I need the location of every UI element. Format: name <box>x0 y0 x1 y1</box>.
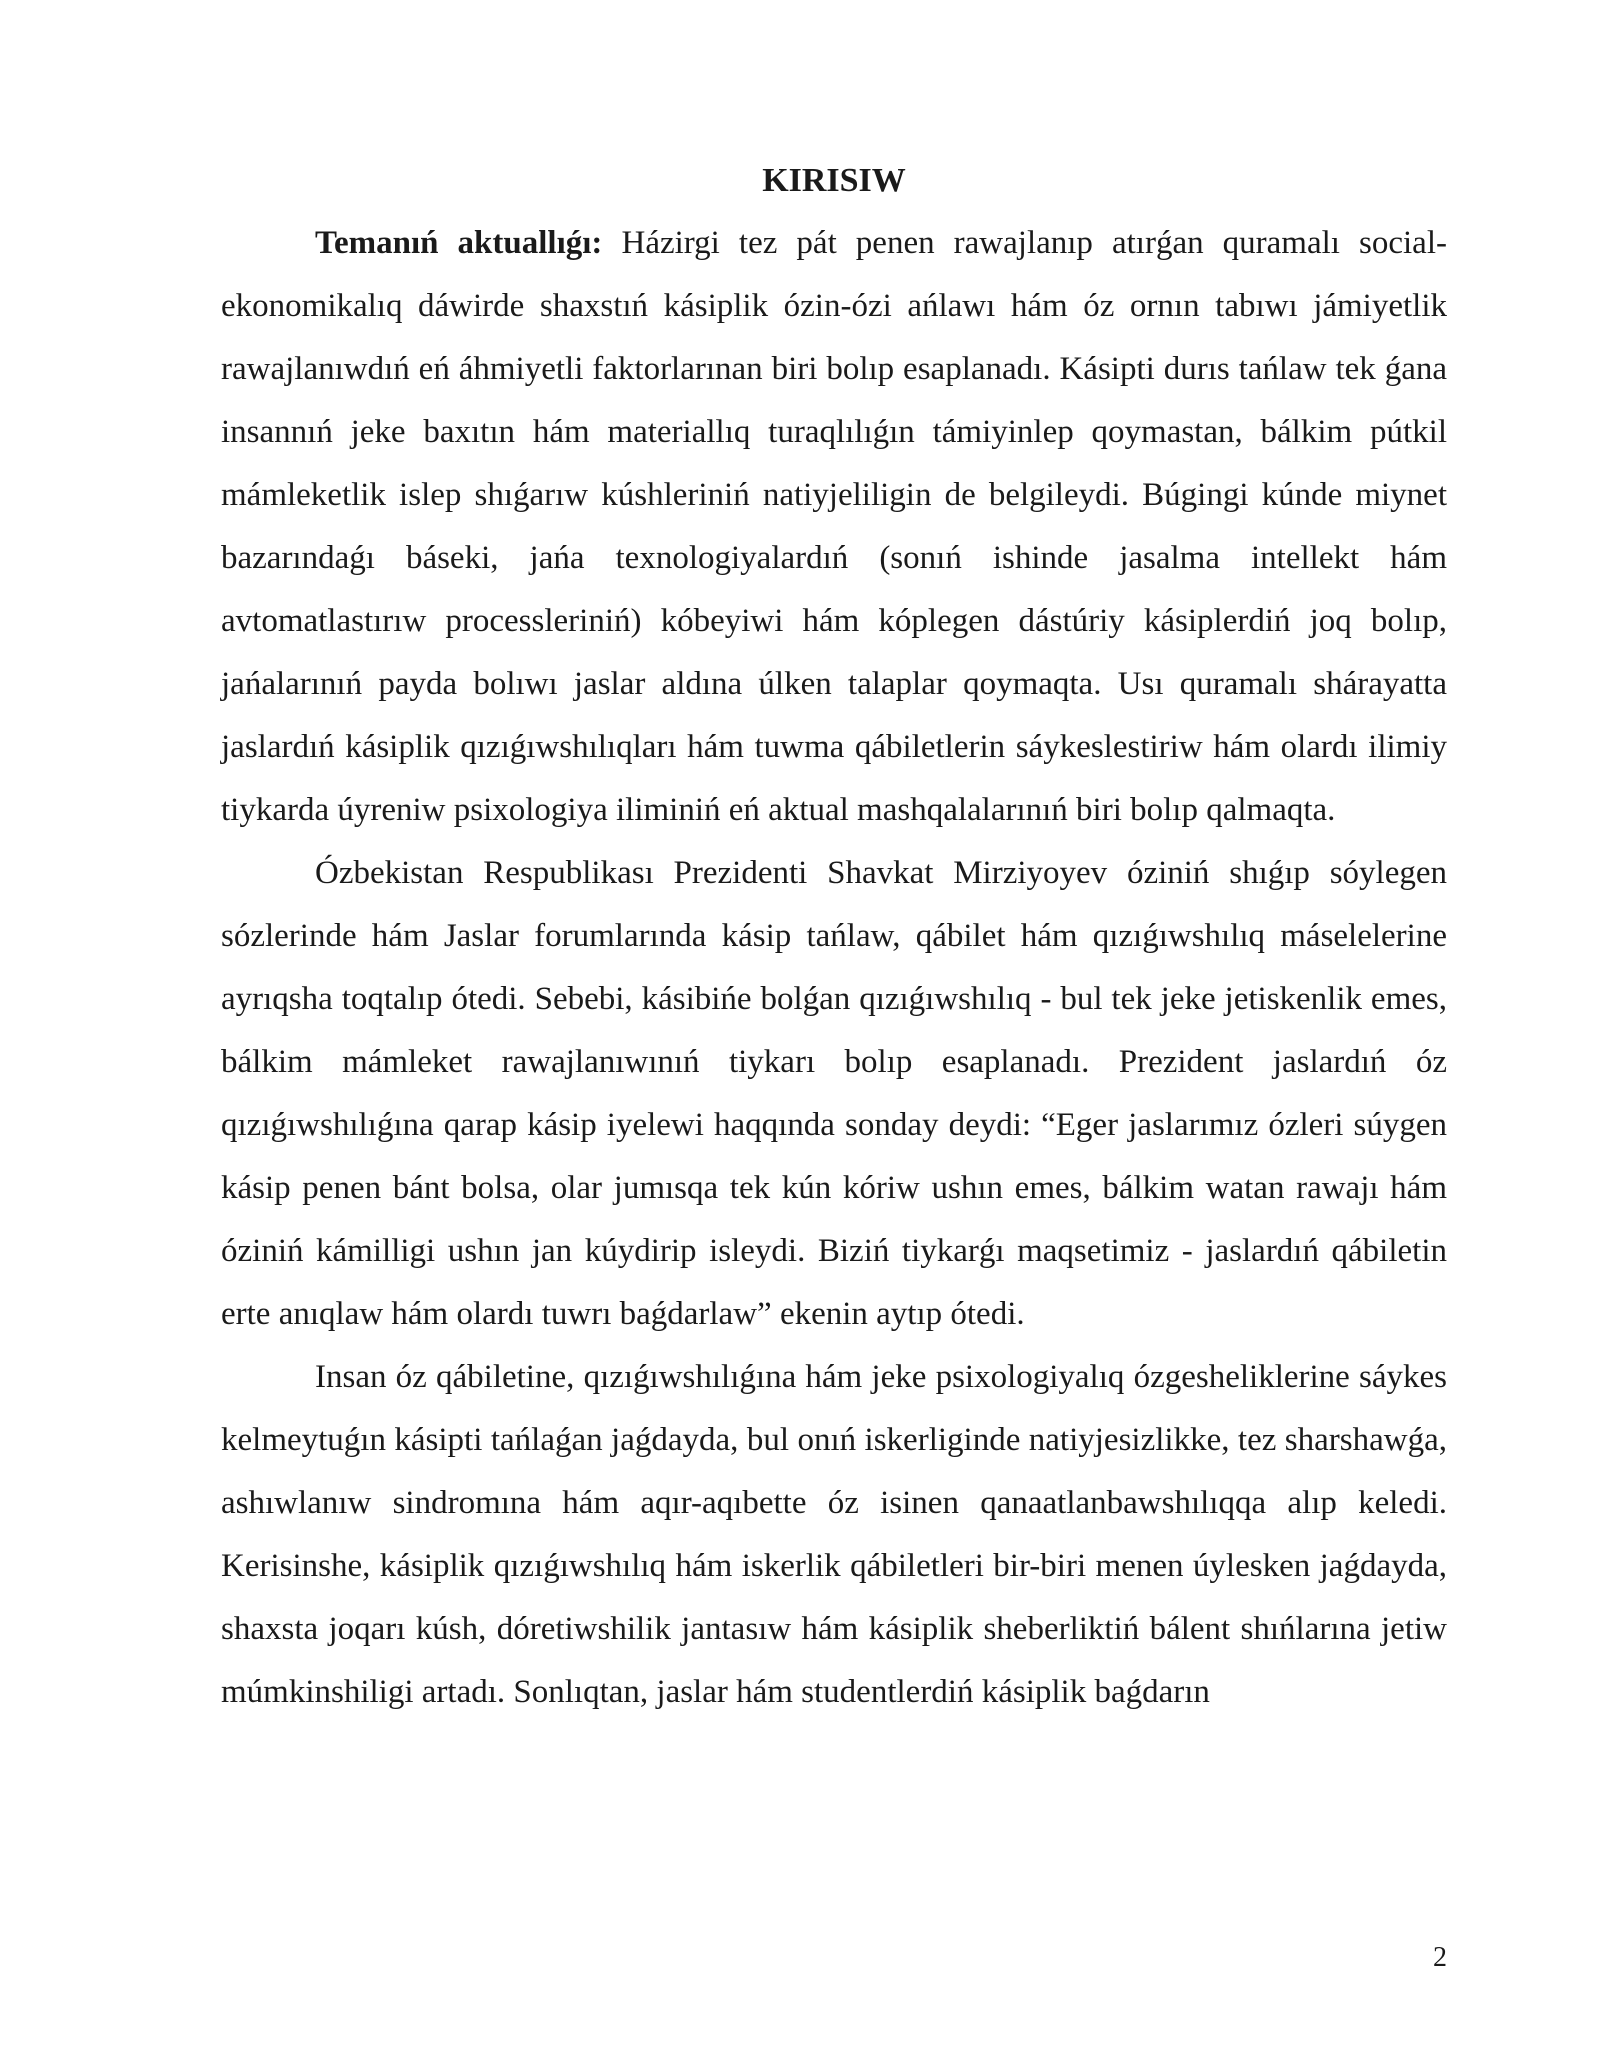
page-content <box>221 150 1447 1724</box>
paragraph-lead: Temanıń aktuallıǵı: <box>315 225 603 261</box>
paragraph-abilities: Insan óz qábiletine, qızıǵıwshılıǵına hám jeke psixologiyalıq ózgesheliklerine sáykes kelmeytuǵın kásipti tańlaǵan jaǵdayda, bul onıń iskerliginde natiyjesizlikke, tez sharshawǵa, ashıwlanıw sindromına hám aqır-aqıbette óz isinen qanaatlanbawshılıqqa alıp keledi. Kerisinshe, kásiplik qızıǵıwshılıq hám iskerlik qábiletleri bir-biri menen úylesken jaǵdayda, shaxsta joqarı kúsh, dóretiwshilik jantasıw hám kásiplik sheberliktiń bálent shıńlarına jetiw múmkinshiligi artadı. Sonlıqtan, jaslar hám studentlerdiń kásiplik baǵdarın <box>221 1359 1447 1710</box>
paragraph-text: Házirgi tez pát penen rawajlanıp atırǵan quramalı social-ekonomikalıq dáwirde shaxstıń kásiplik ózin-ózi ańlawı hám óz ornın tabıwı jámiyetlik rawajlanıwdıń eń áhmiyetli faktorlarınan biri bolıp esaplanadı. Kásipti durıs tańlaw tek ǵana insannıń jeke baxıtın hám materiallıq turaqlılıǵın támiyinlep qoymastan, bálkim pútkil mámleketlik islep shıǵarıw kúshleriniń natiyjeliligin de belgileydi. Búgingi kúnde miynet bazarındaǵı báseki, jańa texnologiyalardıń (sonıń ishinde jasalma intellekt hám avtomatlastırıw processleriniń) kóbeyiwi hám kóplegen dástúriy kásiplerdiń joq bolıp, jańalarınıń payda bolıwı jaslar aldına úlken talaplar qoymaqta. Usı quramalı shárayatta jaslardıń kásiplik qızıǵıwshılıqları hám tuwma qábiletlerin sáykeslestiriw hám olardı ilimiy tiykarda úyreniw psixologiya iliminiń eń aktual mashqalalarınıń biri bolıp qalmaqta. <box>221 225 1447 828</box>
paragraph-relevance <box>221 212 1447 842</box>
page-number: 2 <box>1433 1942 1447 1973</box>
section-heading: KIRISIW <box>762 162 906 199</box>
paragraph-president: Ózbekistan Respublikası Prezidenti Shavkat Mirziyoyev óziniń shıǵıp sóylegen sózlerinde hám Jaslar forumlarında kásip tańlaw, qábilet hám qızıǵıwshılıq máselelerine ayrıqsha toqtalıp ótedi. Sebebi, kásibińe bolǵan qızıǵıwshılıq - bul tek jeke jetiskenlik emes, bálkim mámleket rawajlanıwınıń tiykarı bolıp esaplanadı. Prezident jaslardıń óz qızıǵıwshılıǵına qarap kásip iyelewi haqqında sonday deydi: “Eger jaslarımız ózleri súygen kásip penen bánt bolsa, olar jumısqa tek kún kóriw ushın emes, bálkim watan rawajı hám óziniń kámilligi ushın jan kúydirip isleydi. Biziń tiykarǵı maqsetimiz - jaslardıń qábiletin erte anıqlaw hám olardı tuwrı baǵdarlaw” ekenin aytıp ótedi. <box>221 855 1447 1332</box>
